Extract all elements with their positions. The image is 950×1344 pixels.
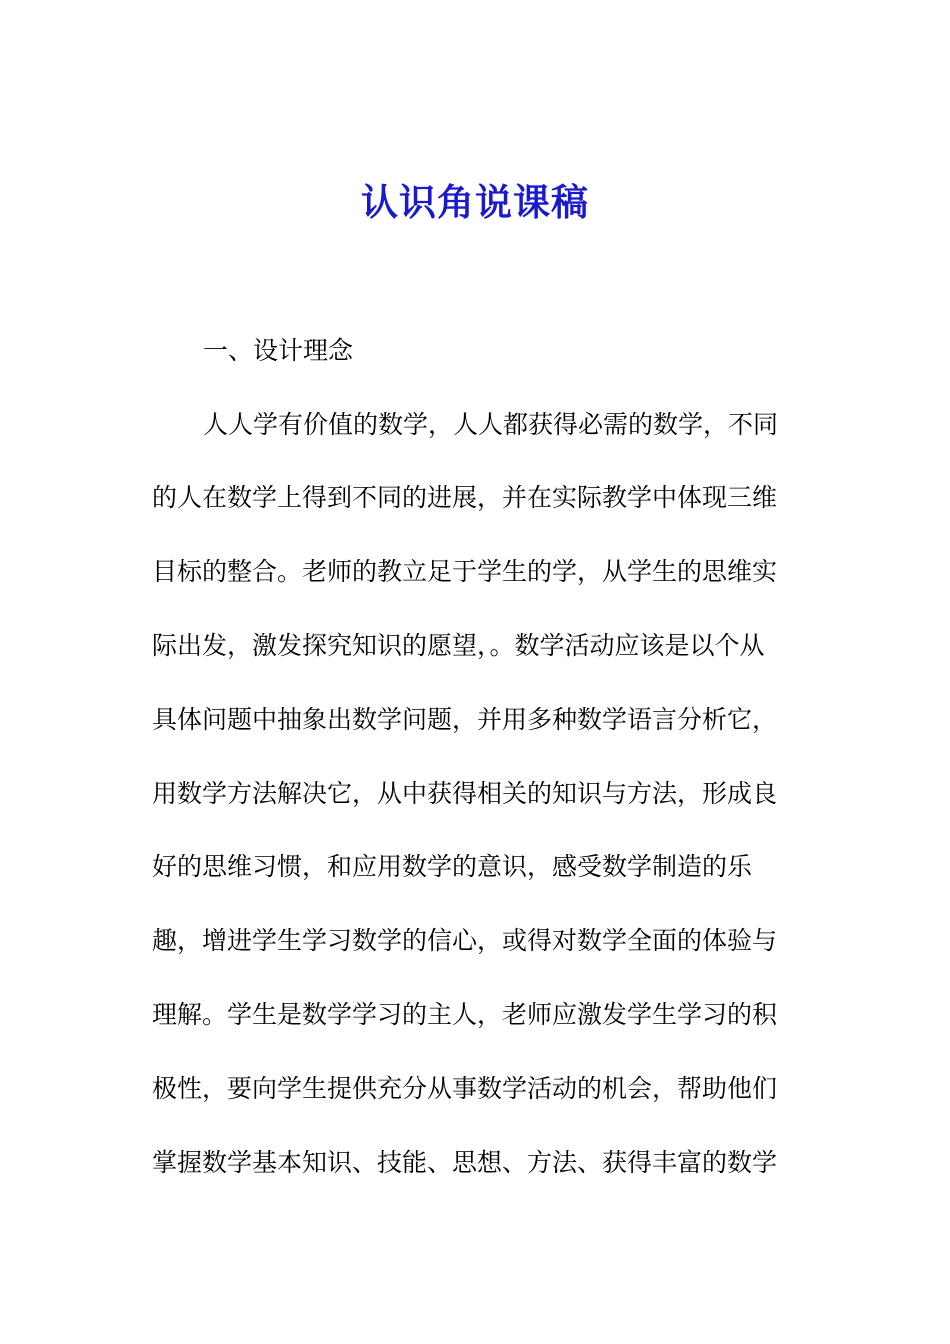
paragraph-line: 具体问题中抽象出数学问题，并用多种数学语言分析它， [152, 705, 778, 734]
paragraph-line: 极性，要向学生提供充分从事数学活动的机会，帮助他们 [152, 1074, 778, 1103]
paragraph-line: 好的思维习惯，和应用数学的意识，感受数学制造的乐 [152, 852, 753, 881]
paragraph-line: 目标的整合。老师的教立足于学生的学，从学生的思维实 [152, 557, 778, 586]
paragraph-line: 际出发，激发探究知识的愿望，。数学活动应该是以个从 [152, 631, 765, 660]
paragraph-line: 的人在数学上得到不同的进展，并在实际教学中体现三维 [152, 483, 778, 512]
paragraph-line: 人人学有价值的数学，人人都获得必需的数学，不同 [203, 410, 779, 439]
document-title: 认识角说课稿 [361, 180, 589, 224]
paragraph-line: 掌握数学基本知识、技能、思想、方法、获得丰富的数学 [152, 1148, 778, 1177]
paragraph-line: 趣，增进学生学习数学的信心，或得对数学全面的体验与 [152, 926, 778, 955]
section-heading: 一、设计理念 [203, 336, 354, 365]
paragraph-line: 理解。学生是数学学习的主人，老师应激发学生学习的积 [152, 1000, 778, 1029]
paragraph-line: 用数学方法解决它，从中获得相关的知识与方法，形成良 [152, 779, 778, 808]
